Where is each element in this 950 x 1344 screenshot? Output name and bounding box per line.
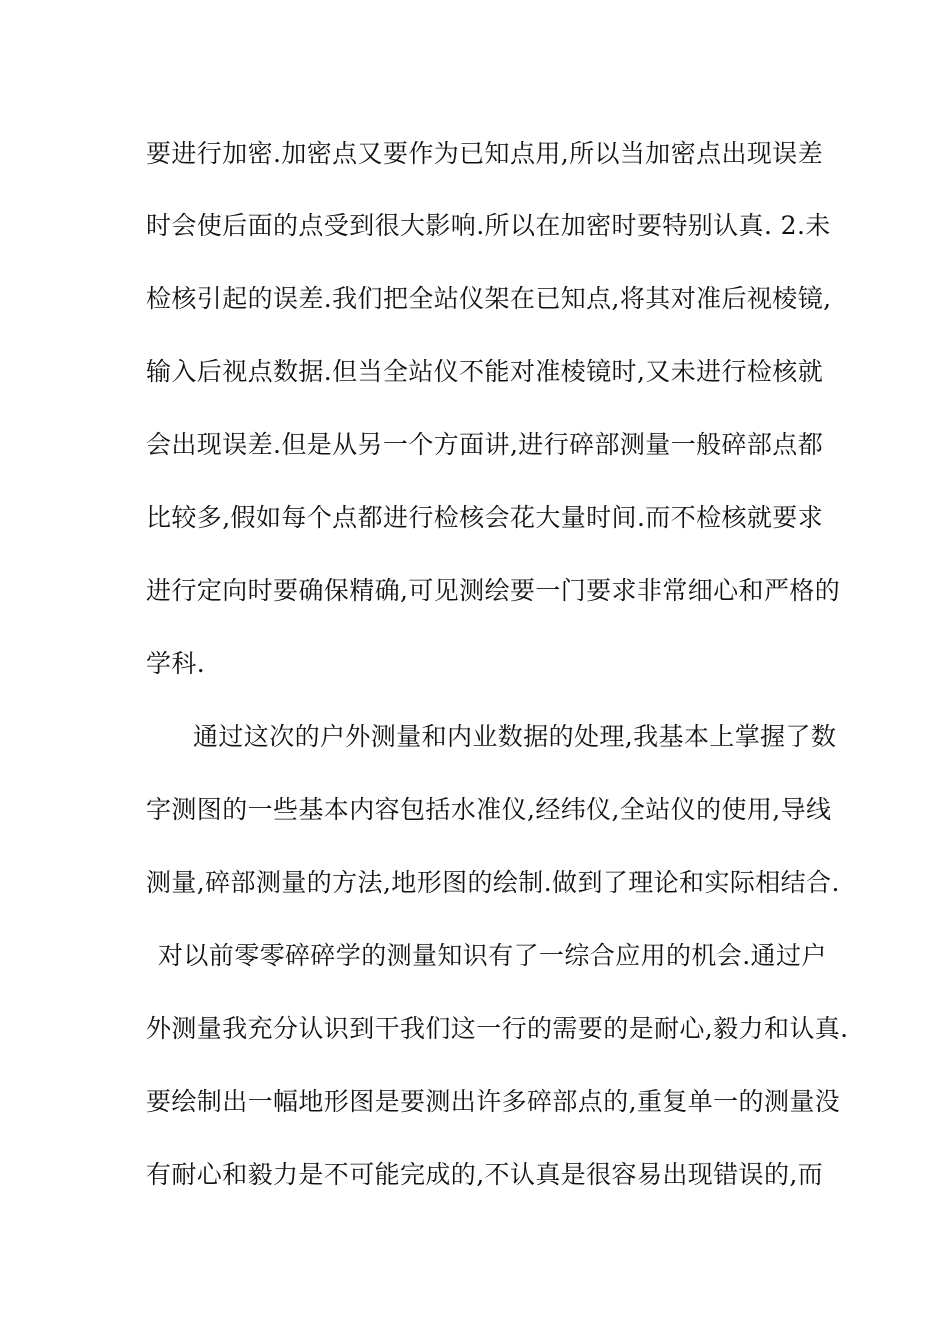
text-line-5: 会出现误差.但是从另一个方面讲,进行碎部测量一般碎部点都	[146, 430, 824, 459]
paragraph-indent-line: 通过这次的户外测量和内业数据的处理,我基本上掌握了数	[193, 722, 837, 751]
text-line-1: 要进行加密.加密点又要作为已知点用,所以当加密点出现误差	[146, 139, 824, 168]
text-line-7: 进行定向时要确保精确,可见测绘要一门要求非常细心和严格的	[146, 576, 841, 605]
text-line-3: 检核引起的误差.我们把全站仪架在已知点,将其对准后视棱镜,	[146, 284, 832, 313]
text-line-4: 输入后视点数据.但当全站仪不能对准棱镜时,又未进行检核就	[146, 357, 824, 386]
text-line-8: 学科.	[146, 649, 206, 678]
text-line-10: 字测图的一些基本内容包括水准仪,经纬仪,全站仪的使用,导线	[146, 795, 832, 824]
text-line-12: 对以前零零碎碎学的测量知识有了一综合应用的机会.通过户	[158, 941, 827, 970]
text-line-6: 比较多,假如每个点都进行检核会花大量时间.而不检核就要求	[146, 503, 824, 532]
text-line-11: 测量,碎部测量的方法,地形图的绘制.做到了理论和实际相结合.	[146, 868, 840, 897]
text-line-13: 外测量我充分认识到干我们这一行的需要的是耐心,毅力和认真.	[146, 1014, 849, 1043]
text-line-15: 有耐心和毅力是不可能完成的,不认真是很容易出现错误的,而	[146, 1160, 824, 1189]
text-line-14: 要绘制出一幅地形图是要测出许多碎部点的,重复单一的测量没	[146, 1087, 841, 1116]
text-line-2: 时会使后面的点受到很大影响.所以在加密时要特别认真. 2.未	[146, 211, 831, 240]
